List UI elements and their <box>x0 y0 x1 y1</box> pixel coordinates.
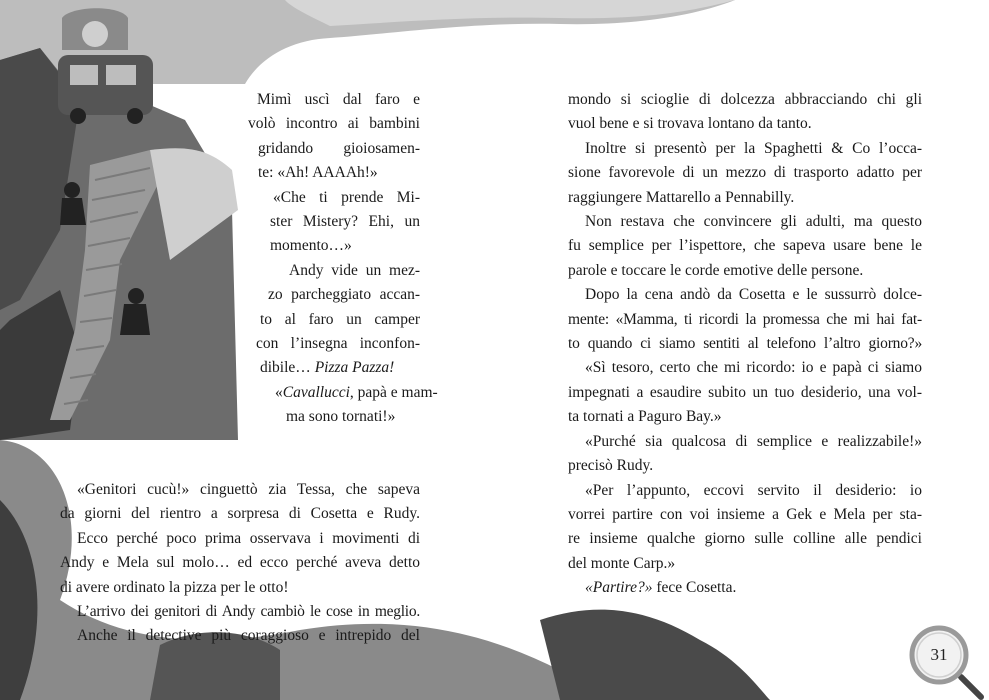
left-column <box>0 88 438 430</box>
left-column-full-lines <box>60 478 420 649</box>
text-line: L’arrivo dei genitori di Andy cambiò le cose in meglio. <box>77 603 420 621</box>
text-line: Anche il detective più coraggioso e intrepido del <box>77 627 420 645</box>
text-line: raggiungere Mattarello a Pennabilly. <box>568 188 795 206</box>
text-line: vuol bene e si trovava lontano da tanto. <box>568 115 812 133</box>
text-line: fu semplice per l’ispettore, che sapeva usare bene le <box>568 237 922 255</box>
text-line: con l’insegna inconfon- <box>256 335 420 353</box>
page-number: 31 <box>930 645 948 664</box>
bottom-rock-right <box>540 610 770 700</box>
text-line: Inoltre si presentò per la Spaghetti & Co l’occa- <box>585 139 922 157</box>
text-line: Mimì uscì dal faro e <box>257 91 420 108</box>
text-line: momento…» <box>270 237 352 255</box>
text-line <box>568 576 922 600</box>
text-line: volò incontro ai bambini <box>248 115 420 133</box>
text-line: «Purché sia qualcosa di semplice e realizzabile!» <box>585 432 922 450</box>
text-line: Ecco perché poco prima osservava i movimenti di <box>77 529 420 547</box>
text-line: parole e toccare le corde emotive delle persone. <box>568 261 864 279</box>
text-line: to al faro un camper <box>260 310 420 328</box>
text-line: «Per l’appunto, eccovi servito il desiderio: io <box>585 481 922 499</box>
page-number-badge <box>911 627 967 683</box>
text-line <box>260 356 420 380</box>
text-line: ma sono tornati!» <box>286 408 396 426</box>
text-run-italic: «Partire?» <box>585 579 653 597</box>
camper-sign-text: Pizza Pazza! <box>314 359 395 377</box>
text-line: ta tornati a Paguro Bay.» <box>568 408 722 426</box>
text-line: mondo si scioglie di dolcezza abbracciando chi gli <box>568 91 922 108</box>
text-line <box>275 381 438 405</box>
right-column <box>568 88 922 601</box>
text-line: to quando ci siamo sentiti al telefono l’altro giorno?» <box>568 335 922 353</box>
text-line: del monte Carp.» <box>568 554 676 572</box>
text-line: «Che ti prende Mi- <box>273 188 420 206</box>
text-run-italic: Cavallucci <box>282 383 350 401</box>
text-run: dibile… <box>260 359 315 377</box>
text-line: sione favorevole di un mezzo di trasporto adatto per <box>568 164 922 182</box>
text-run: , papà e mam- <box>349 383 438 401</box>
text-run: « <box>275 383 283 401</box>
text-line: Andy vide un mez- <box>289 261 420 279</box>
text-line: mente: «Mamma, ti ricordi la promessa che mi hai fat- <box>568 310 922 328</box>
text-line: re insieme qualche giorno sulle colline alle pendici <box>568 530 922 548</box>
text-line: te: «Ah! AAAAh!» <box>258 164 378 182</box>
text-line: Non restava che convincere gli adulti, ma questo <box>585 213 922 231</box>
text-line: «Sì tesoro, certo che mi ricordo: io e papà ci siamo <box>585 359 922 377</box>
text-line: impegnati a esaudire subito un tuo desiderio, una vol- <box>568 383 922 401</box>
text-line: da giorni del rientro a sorpresa di Cosetta e Rudy. <box>60 505 420 523</box>
text-line: zo parcheggiato accan- <box>268 286 420 304</box>
text-line: «Genitori cucù!» cinguettò zia Tessa, che sapeva <box>77 481 420 498</box>
text-line: ster Mistery? Ehi, un <box>270 213 420 231</box>
text-line: di avere ordinato la pizza per le otto! <box>60 578 289 596</box>
text-run: fece Cosetta. <box>652 579 737 597</box>
text-line: precisò Rudy. <box>568 457 654 475</box>
text-line: Dopo la cena andò da Cosetta e le sussurrò dolce- <box>585 286 922 304</box>
text-line: Andy e Mela sul molo… ed ecco perché aveva detto <box>60 554 420 572</box>
text-line: gridando gioiosamen- <box>258 139 420 157</box>
text-line: vorrei partire con voi insieme a Gek e Mela per sta- <box>568 505 922 523</box>
